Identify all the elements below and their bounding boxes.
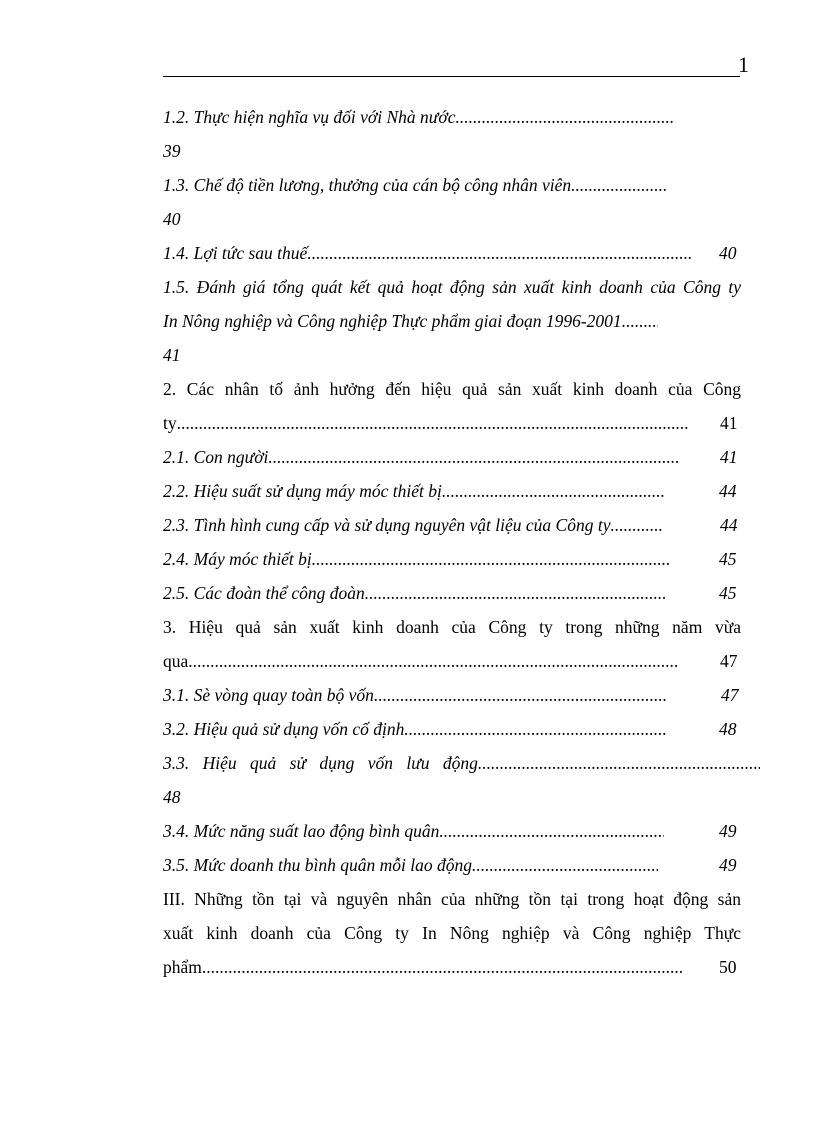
- toc-entry: [163, 474, 741, 508]
- toc-entry-page-line: [163, 338, 741, 372]
- toc-entry-title: 1.5. Đánh giá tổng quát kết quả hoạt động sản xuất kinh doanh của Công ty: [163, 277, 741, 297]
- toc-entry-title: 2.1. Con người: [163, 447, 269, 467]
- toc-entry: [163, 712, 741, 746]
- toc-entry-page-line: [163, 780, 741, 814]
- dot-leader: [610, 508, 662, 542]
- toc-entry-title: ty: [163, 413, 177, 433]
- toc-entry-continued: [163, 950, 741, 984]
- toc-entry-title: 3.4. Mức năng suất lao động bình quân: [163, 821, 440, 841]
- toc-entry-page: 40: [719, 243, 737, 263]
- dot-leader: [312, 542, 670, 576]
- toc-entry-page: 41: [720, 447, 738, 467]
- toc-entry: [163, 542, 741, 576]
- toc-entry-page: 50: [719, 957, 737, 977]
- dot-leader: [374, 678, 666, 712]
- toc-entry: [163, 746, 741, 780]
- toc-entry-title: 2.3. Tình hình cung cấp và sử dụng nguyên vật liệu của Công ty: [163, 515, 611, 535]
- toc-entry-title: 3.1. Sè vòng quay toàn bộ vốn: [163, 685, 374, 705]
- toc-entry-continued: [163, 304, 741, 338]
- toc-entry-title: 2.2. Hiệu suất sử dụng máy móc thiết bị: [163, 481, 442, 501]
- toc-entry: [163, 508, 741, 542]
- page-number: 1: [738, 52, 749, 77]
- toc-entry-page: 45: [719, 549, 737, 569]
- toc-entry-title: 3.3. Hiệu quả sử dụng vốn lưu động: [163, 753, 478, 773]
- toc-entry: [163, 678, 741, 712]
- toc-entry: [163, 236, 741, 270]
- toc-entry-title: 2.4. Máy móc thiết bị: [163, 549, 312, 569]
- toc-entry-page: 41: [720, 413, 738, 433]
- table-of-contents: [163, 100, 741, 984]
- dot-leader: [455, 100, 673, 134]
- dot-leader: [622, 304, 658, 338]
- toc-entry-title: III. Những tồn tại và nguyên nhân của những tồn tại trong hoạt động sản: [163, 889, 741, 909]
- dot-leader: [442, 474, 664, 508]
- toc-entry: [163, 882, 741, 916]
- dot-leader: [268, 440, 680, 474]
- toc-entry: [163, 814, 741, 848]
- toc-entry-title: 1.2. Thực hiện nghĩa vụ đối với Nhà nước: [163, 107, 456, 127]
- toc-entry-page: 49: [719, 821, 737, 841]
- toc-entry-continued: [163, 916, 741, 950]
- toc-entry-page-line: [163, 134, 741, 168]
- dot-leader: [365, 576, 667, 610]
- toc-entry-continued: [163, 406, 741, 440]
- toc-entry-page: 44: [719, 481, 737, 501]
- header-rule: [163, 76, 740, 77]
- toc-entry-page: 40: [163, 209, 181, 229]
- toc-entry-title: phẩm: [163, 957, 202, 977]
- toc-entry: [163, 100, 741, 134]
- toc-entry-title: 2. Các nhân tố ảnh hưởng đến hiệu quả sản xuất kinh doanh của Công: [163, 379, 741, 399]
- toc-entry: [163, 372, 741, 406]
- toc-entry-page: 47: [721, 685, 739, 705]
- toc-entry-page: 49: [719, 855, 737, 875]
- dot-leader: [472, 848, 658, 882]
- toc-entry-title: 3.5. Mức doanh thu bình quân mỗi lao động: [163, 855, 472, 875]
- toc-entry: [163, 576, 741, 610]
- toc-entry-page: 39: [163, 141, 181, 161]
- toc-entry: [163, 440, 741, 474]
- toc-entry: [163, 168, 741, 202]
- toc-entry: [163, 848, 741, 882]
- toc-entry-title: In Nông nghiệp và Công nghiệp Thực phẩm giai đoạn 1996-2001: [163, 311, 622, 331]
- dot-leader: [478, 746, 760, 780]
- dot-leader: [202, 950, 682, 984]
- toc-entry-title: xuất kinh doanh của Công ty In Nông nghiệp và Công nghiệp Thực: [163, 923, 741, 943]
- toc-entry-page: 48: [163, 787, 181, 807]
- toc-entry-title: qua: [163, 651, 189, 671]
- toc-entry-page: 45: [719, 583, 737, 603]
- toc-entry-page: 47: [720, 651, 738, 671]
- toc-entry-title: 2.5. Các đoàn thể công đoàn: [163, 583, 365, 603]
- dot-leader: [404, 712, 666, 746]
- toc-entry-title: 1.4. Lợi tức sau thuế: [163, 243, 308, 263]
- dot-leader: [439, 814, 664, 848]
- toc-entry-page: 44: [720, 515, 738, 535]
- toc-entry-continued: [163, 644, 741, 678]
- toc-entry-title: 1.3. Chế độ tiền lương, thưởng của cán bộ công nhân viên: [163, 175, 572, 195]
- toc-entry-page: 41: [163, 345, 181, 365]
- dot-leader: [188, 644, 678, 678]
- toc-entry-title: 3.2. Hiệu quả sử dụng vốn cố định: [163, 719, 405, 739]
- toc-entry: [163, 610, 741, 644]
- toc-entry-page: 48: [719, 719, 737, 739]
- dot-leader: [177, 406, 689, 440]
- toc-entry-title: 3. Hiệu quả sản xuất kinh doanh của Công ty trong những năm vừa: [163, 617, 741, 637]
- toc-entry-page-line: [163, 202, 741, 236]
- toc-entry: [163, 270, 741, 304]
- dot-leader: [571, 168, 667, 202]
- dot-leader: [307, 236, 692, 270]
